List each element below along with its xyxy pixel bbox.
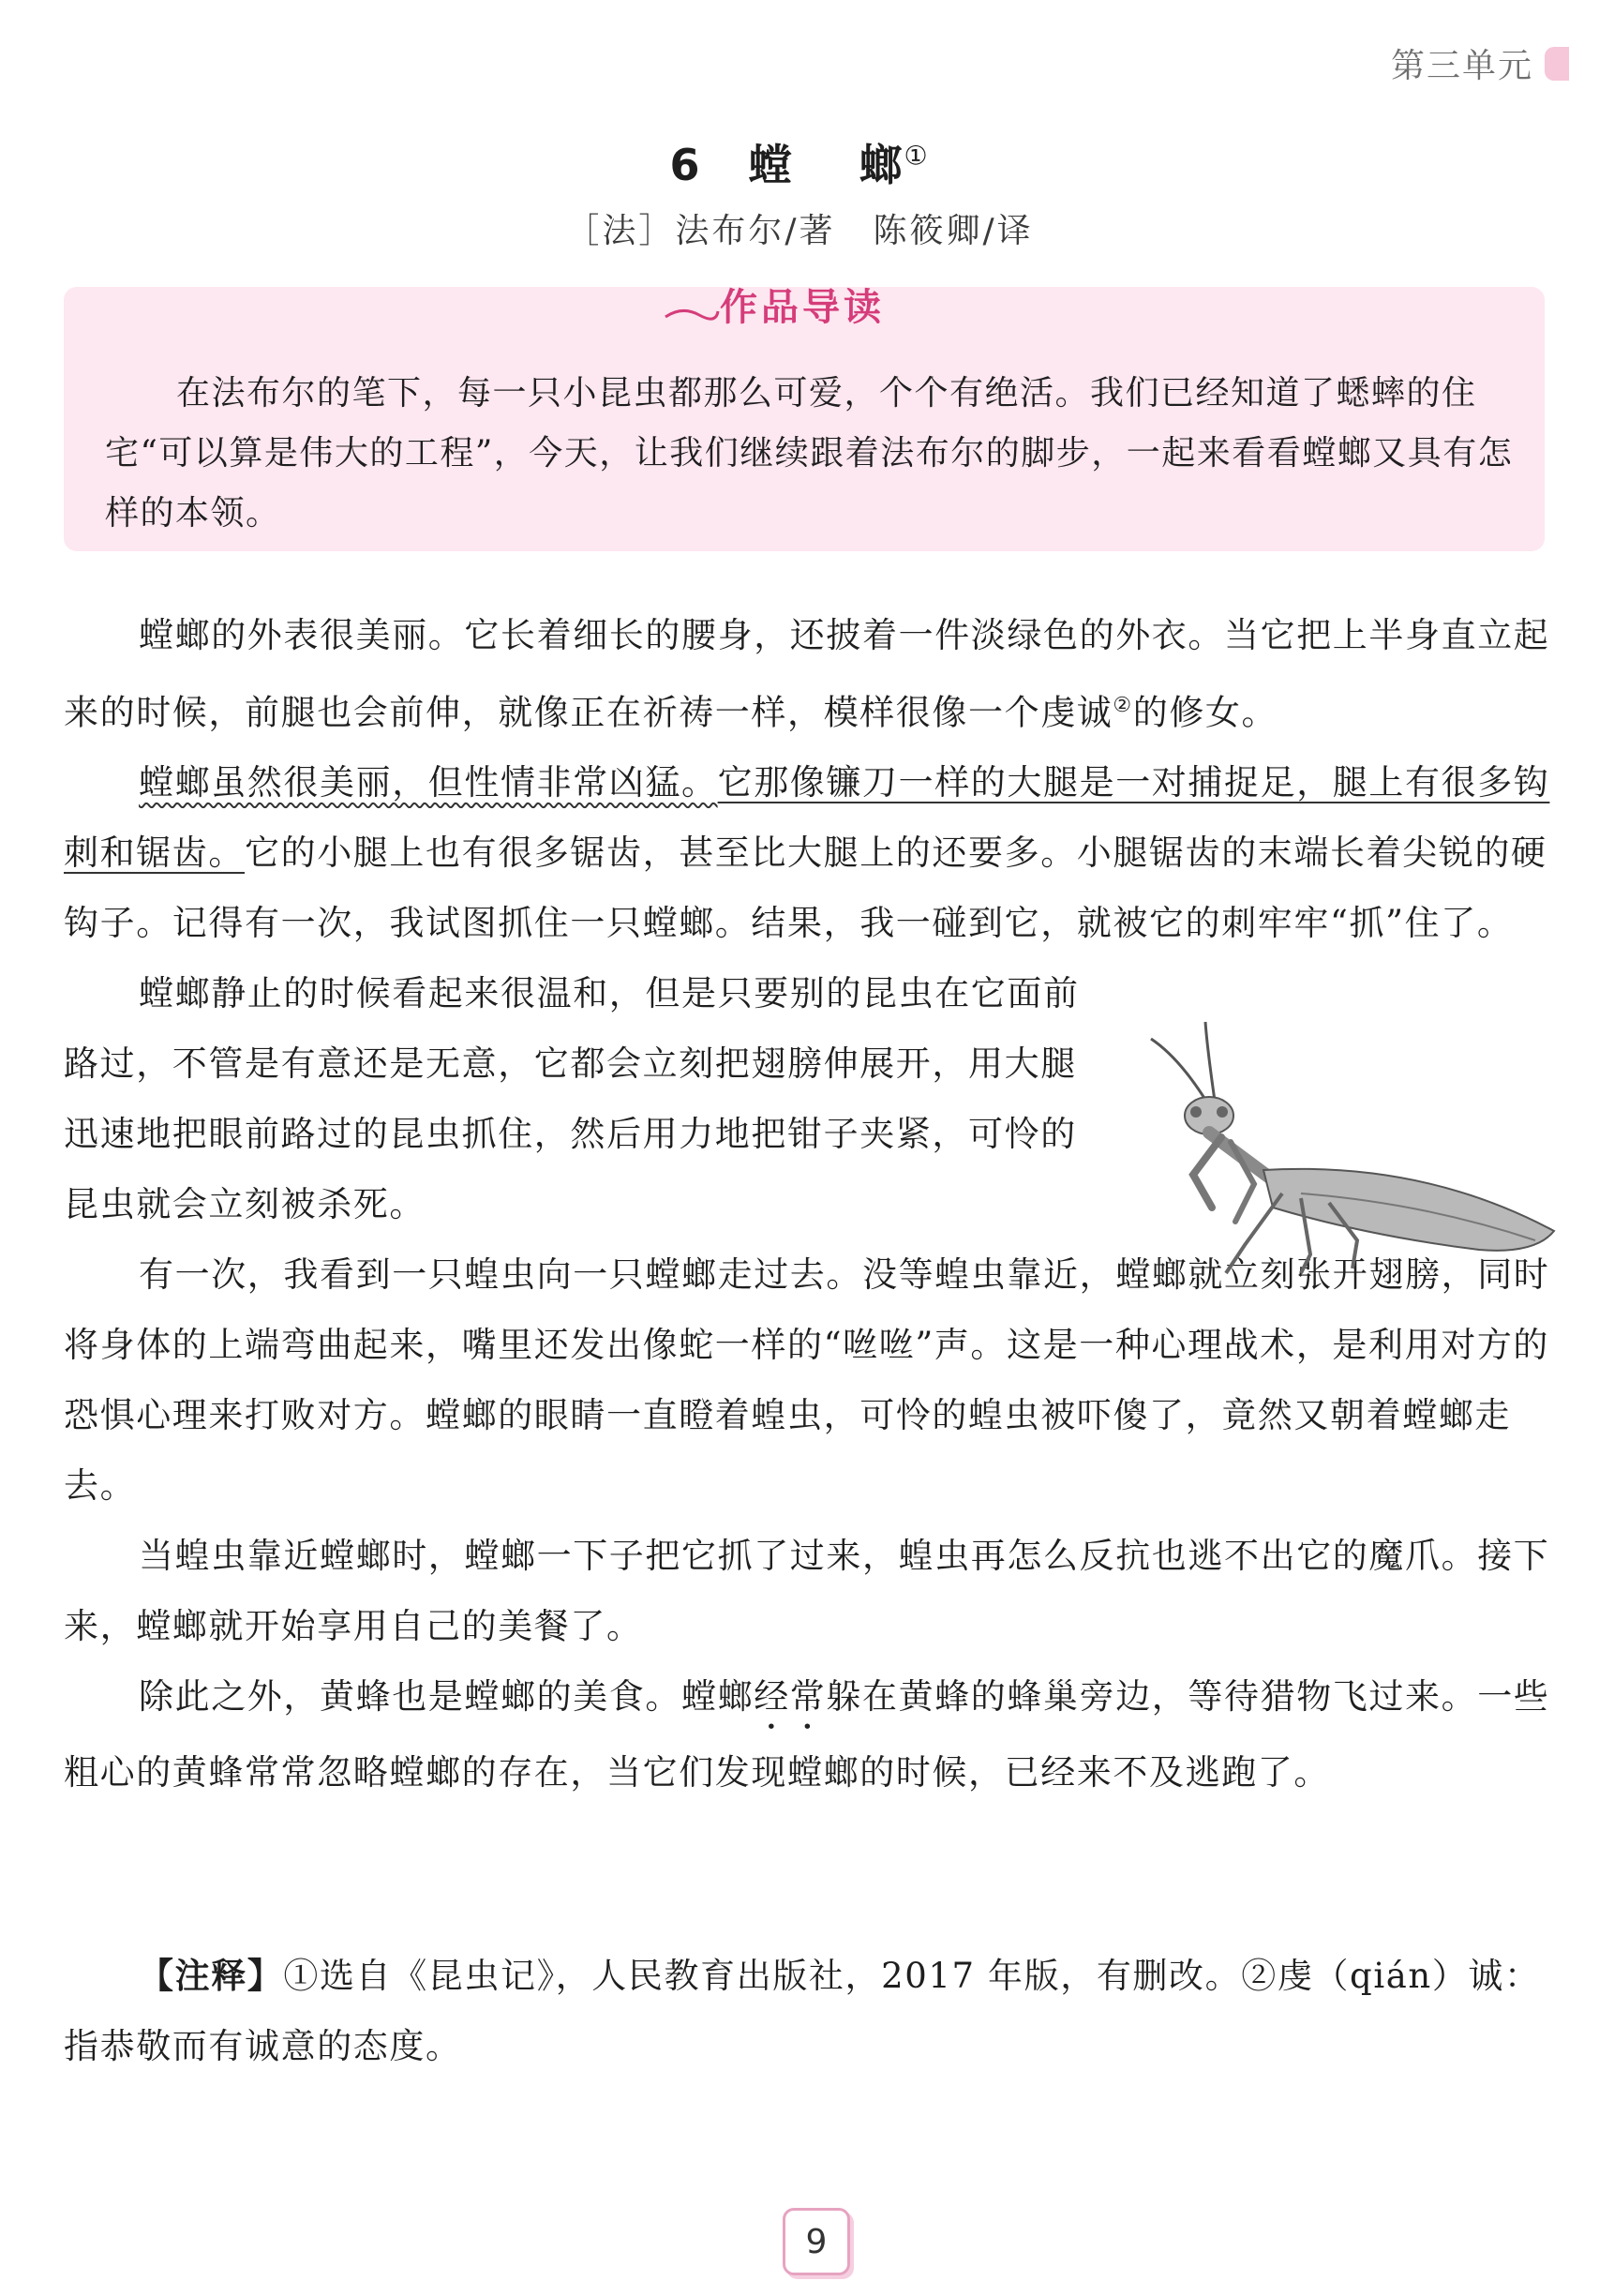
byline [0, 204, 1599, 252]
unit-tab-marker [1545, 47, 1569, 81]
reading-guide-header [64, 278, 1545, 334]
unit-label: 第三单元 [1390, 47, 1533, 85]
title-char-2: 螂 [859, 140, 904, 190]
byline-translator: 陈筱卿/译 [873, 212, 1034, 250]
swoosh-icon [664, 304, 720, 323]
paragraph-5: 当蝗虫靠近螳螂时，螳螂一下子把它抓了过来，蝗虫再怎么反抗也逃不出它的魔爪。接下来，螳螂就开始享用自己的美餐了。 [64, 1536, 1550, 1647]
paragraph-4: 有一次，我看到一只蝗虫向一只螳螂走过去。没等蝗虫靠近，螳螂就立刻张开翅膀，同时将身体的上端弯曲起来，嘴里还发出像蛇一样的“咝咝”声。这是一种心理战术，是利用对方的恐惧心理来打败对方。螳螂的眼睛一直瞪着蝗虫，可怜的蝗虫被吓傻了，竟然又朝着螳螂走去。 [64, 1254, 1550, 1507]
underlined-sentence: 它那像镰刀一样的大腿是一对捕捉足，腿上有很多钩刺和锯齿。 [64, 762, 1550, 874]
annotation-text: ①选自《昆虫记》，人民教育出版社，2017 年版，有删改。②虔（qián）诚：指恭敬而有诚意的态度。 [64, 1956, 1541, 2066]
byline-author: ［法］法布尔/著 [565, 212, 836, 250]
lesson-number: 6 [669, 140, 702, 190]
paragraph-6: 除此之外，黄蜂也是螳螂的美食。螳螂经常躲在黄蜂的蜂巢旁边，等待猎物飞过来。一些粗心的黄蜂常常忽略螳螂的存在，当它们发现螳螂的时候，已经来不及逃跑了。 [64, 1676, 1550, 1793]
mantis-illustration [1142, 1020, 1562, 1275]
title-footnote-mark: ① [904, 140, 930, 172]
dotted-emphasis: 经常 [754, 1676, 827, 1718]
page-number: 9 [783, 2208, 850, 2275]
footnote-mark-2: ② [1113, 694, 1133, 717]
reading-guide-label: 作品导读 [720, 286, 885, 329]
paragraph-2: 螳螂虽然很美丽，但性情非常凶猛。它那像镰刀一样的大腿是一对捕捉足，腿上有很多钩刺和锯齿。它的小腿上也有很多锯齿，甚至比大腿上的还要多。小腿锯齿的末端长着尖锐的硬钩子。记得有一次，我试图抓住一只螳螂。结果，我一碰到它，就被它的刺牢牢“抓”住了。 [64, 762, 1550, 944]
annotation-block [64, 1941, 1567, 2081]
wavy-underlined-sentence: 螳螂虽然很美丽，但性情非常凶猛。 [139, 762, 718, 803]
reading-guide-text: 在法布尔的笔下，每一只小昆虫都那么可爱，个个有绝活。我们已经知道了蟋蟀的住宅“可以算是伟大的工程”，今天，让我们继续跟着法布尔的脚步，一起来看看螳螂又具有怎样的本领。 [105, 374, 1514, 533]
annotation-label: 【注释】 [139, 1956, 284, 1996]
unit-header [1391, 39, 1569, 87]
paragraph-1: 螳螂的外表很美丽。它长着细长的腰身，还披着一件淡绿色的外衣。当它把上半身直立起来的时候，前腿也会前伸，就像正在祈祷一样，模样很像一个虔诚②的修女。 [64, 615, 1550, 733]
lesson-title-row [0, 131, 1599, 193]
paragraph-3: 螳螂静止的时候看起来很温和，但是只要别的昆虫在它面前路过，不管是有意还是无意，它都会立刻把翅膀伸展开，用大腿迅速地把眼前路过的昆虫抓住，然后用力地把钳子夹紧，可怜的昆虫就会立刻被杀死。 [64, 973, 1080, 1225]
title-char-1: 螳 [748, 140, 794, 190]
lesson-title [669, 140, 929, 190]
